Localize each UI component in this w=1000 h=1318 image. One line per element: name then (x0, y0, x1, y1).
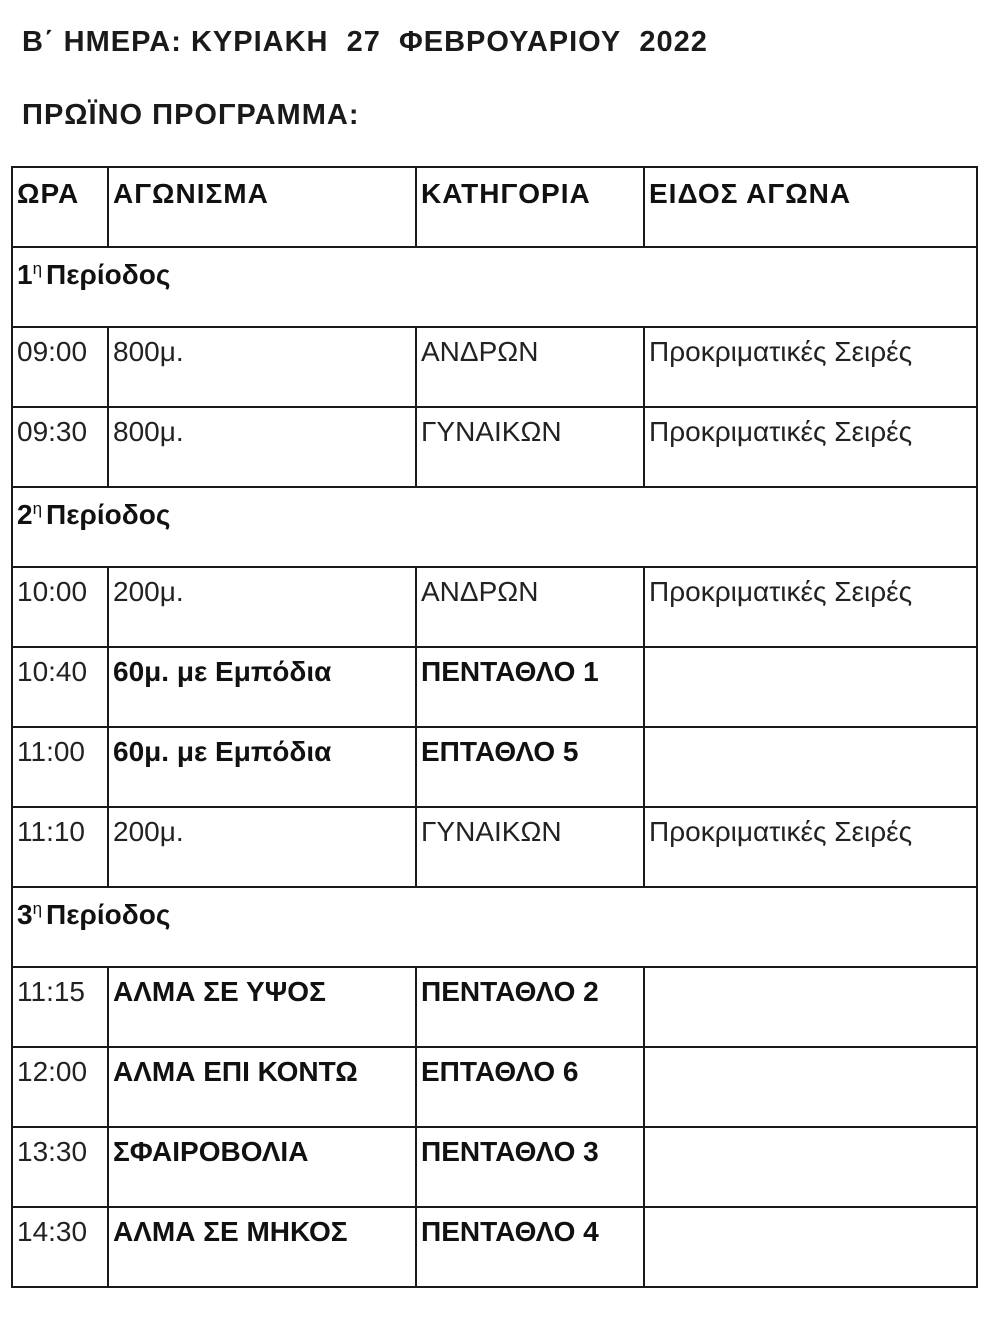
type-cell (644, 1207, 977, 1287)
header-type: ΕΙΔΟΣ ΑΓΩΝΑ (644, 167, 977, 247)
period-cell (12, 887, 977, 967)
event-cell: 800μ. (108, 327, 416, 407)
type-cell (644, 647, 977, 727)
type-cell (644, 1127, 977, 1207)
time-cell: 11:00 (12, 727, 108, 807)
event-cell: 60μ. με Εμπόδια (108, 647, 416, 727)
category-cell: ΓΥΝΑΙΚΩΝ (416, 807, 644, 887)
time-cell: 09:00 (12, 327, 108, 407)
type-cell (644, 727, 977, 807)
type-cell (644, 1047, 977, 1127)
event-cell: ΑΛΜΑ ΕΠΙ ΚΟΝΤΩ (108, 1047, 416, 1127)
table-row (12, 567, 977, 647)
schedule-table (11, 166, 978, 1288)
time-cell: 10:00 (12, 567, 108, 647)
period-row (12, 487, 977, 567)
table-row (12, 1047, 977, 1127)
period-cell (12, 487, 977, 567)
event-cell: 60μ. με Εμπόδια (108, 727, 416, 807)
header-category: ΚΑΤΗΓΟΡΙΑ (416, 167, 644, 247)
event-cell: 200μ. (108, 567, 416, 647)
period-label: Περίοδος (46, 499, 171, 530)
table-row (12, 727, 977, 807)
period-number: 2 (17, 499, 33, 530)
category-cell: ΓΥΝΑΙΚΩΝ (416, 407, 644, 487)
period-label: Περίοδος (46, 899, 171, 930)
period-ordinal-suffix: η (32, 259, 43, 278)
event-cell: ΑΛΜΑ ΣΕ ΥΨΟΣ (108, 967, 416, 1047)
event-cell: ΣΦΑΙΡΟΒΟΛΙΑ (108, 1127, 416, 1207)
period-ordinal-suffix: η (32, 899, 43, 918)
type-cell: Προκριματικές Σειρές (644, 567, 977, 647)
time-cell: 11:15 (12, 967, 108, 1047)
period-number: 1 (17, 259, 33, 290)
time-cell: 09:30 (12, 407, 108, 487)
time-cell: 10:40 (12, 647, 108, 727)
period-cell (12, 247, 977, 327)
category-cell: ΕΠΤΑΘΛΟ 6 (416, 1047, 644, 1127)
time-cell: 13:30 (12, 1127, 108, 1207)
period-label: Περίοδος (46, 259, 171, 290)
table-row (12, 807, 977, 887)
table-row (12, 327, 977, 407)
period-ordinal-suffix: η (32, 499, 43, 518)
table-row (12, 1207, 977, 1287)
category-cell: ΠΕΝΤΑΘΛΟ 3 (416, 1127, 644, 1207)
table-row (12, 1127, 977, 1207)
type-cell: Προκριματικές Σειρές (644, 327, 977, 407)
header-event: ΑΓΩΝΙΣΜΑ (108, 167, 416, 247)
time-cell: 11:10 (12, 807, 108, 887)
category-cell: ΑΝΔΡΩΝ (416, 327, 644, 407)
category-cell: ΠΕΝΤΑΘΛΟ 1 (416, 647, 644, 727)
event-cell: 200μ. (108, 807, 416, 887)
type-cell: Προκριματικές Σειρές (644, 407, 977, 487)
program-title: ΠΡΩΪΝΟ ΠΡΟΓΡΑΜΜΑ: (22, 99, 360, 131)
category-cell: ΠΕΝΤΑΘΛΟ 4 (416, 1207, 644, 1287)
event-cell: 800μ. (108, 407, 416, 487)
category-cell: ΕΠΤΑΘΛΟ 5 (416, 727, 644, 807)
time-cell: 12:00 (12, 1047, 108, 1127)
table-row (12, 407, 977, 487)
category-cell: ΠΕΝΤΑΘΛΟ 2 (416, 967, 644, 1047)
period-row (12, 887, 977, 967)
day-title: Β΄ ΗΜΕΡΑ: ΚΥΡΙΑΚΗ 27 ΦΕΒΡΟΥΑΡΙΟΥ 2022 (22, 26, 708, 58)
period-number: 3 (17, 899, 33, 930)
type-cell: Προκριματικές Σειρές (644, 807, 977, 887)
header-time: ΩΡΑ (12, 167, 108, 247)
table-row (12, 647, 977, 727)
time-cell: 14:30 (12, 1207, 108, 1287)
type-cell (644, 967, 977, 1047)
period-row (12, 247, 977, 327)
table-header-row (12, 167, 977, 247)
event-cell: ΑΛΜΑ ΣΕ ΜΗΚΟΣ (108, 1207, 416, 1287)
table-row (12, 967, 977, 1047)
category-cell: ΑΝΔΡΩΝ (416, 567, 644, 647)
